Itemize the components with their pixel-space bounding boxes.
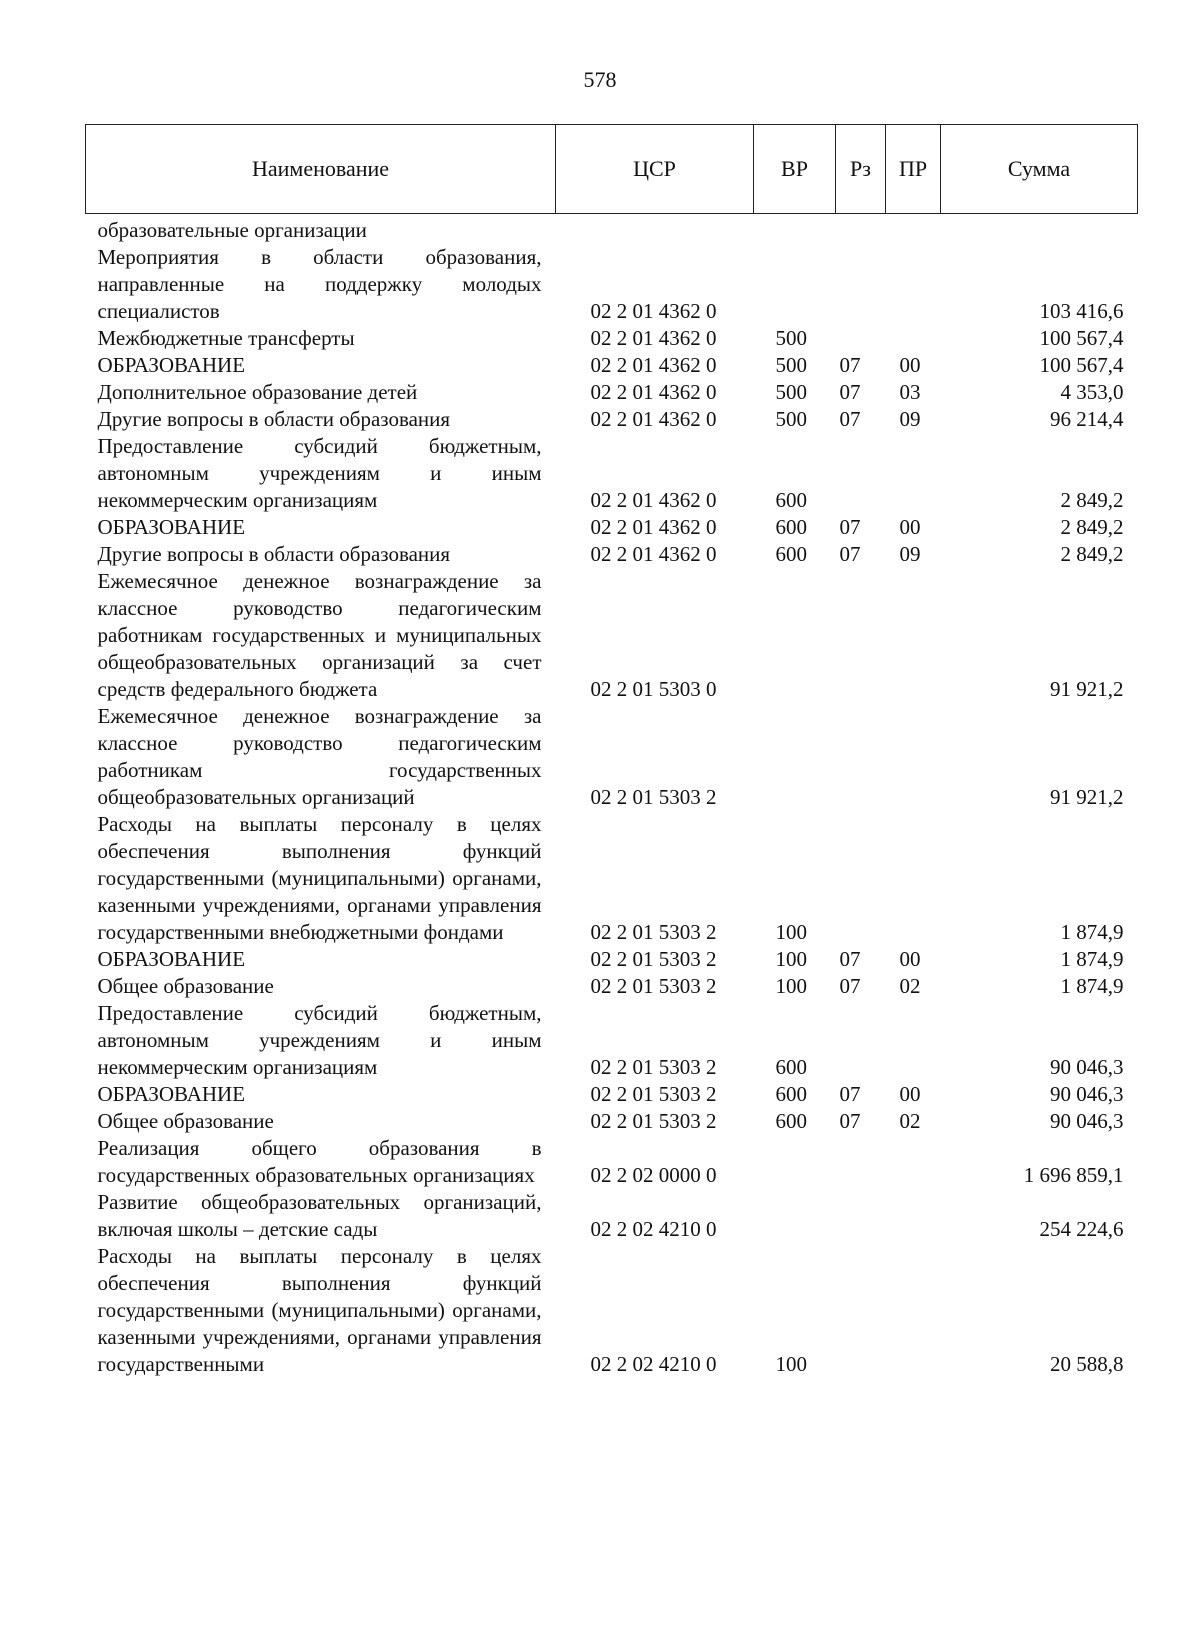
cell-rz: [836, 325, 886, 352]
cell-vr: [754, 703, 836, 811]
cell-vr: [754, 1135, 836, 1189]
cell-vr: 500: [775, 407, 807, 431]
cell-vr: 600: [775, 488, 807, 512]
cell-name: ОБРАЗОВАНИЕ: [97, 947, 246, 971]
cell-name: Развитие общеобразовательных организаций, включая школы – детские сады: [97, 1190, 542, 1241]
cell-vr: [754, 244, 836, 325]
table-row: [86, 433, 1138, 514]
cell-pr: 09: [899, 407, 921, 431]
cell-rz: [836, 1135, 886, 1189]
cell-vr: 100: [775, 920, 807, 944]
cell-sum: 1 874,9: [1060, 920, 1124, 944]
cell-pr: [886, 568, 941, 703]
cell-sum: 90 046,3: [1050, 1055, 1124, 1079]
table-row: [86, 1243, 1138, 1378]
cell-name: Дополнительное образование детей: [97, 380, 418, 404]
cell-vr: 500: [775, 326, 807, 350]
cell-sum: 1 874,9: [1060, 974, 1124, 998]
cell-pr: 03: [899, 380, 921, 404]
cell-vr: 600: [775, 515, 807, 539]
cell-name: Предоставление субсидий бюджетным, автономным учреждениям и иным некоммерческим организациям: [97, 1001, 542, 1079]
cell-sum: [941, 214, 1138, 245]
cell-rz: 07: [839, 380, 861, 404]
cell-vr: 600: [775, 542, 807, 566]
cell-vr: 100: [775, 947, 807, 971]
cell-csr: 02 2 01 4362 0: [590, 353, 717, 377]
cell-csr: 02 2 01 5303 2: [590, 1082, 717, 1106]
budget-table: [85, 124, 1138, 1378]
cell-name: Реализация общего образования в государственных образовательных организациях: [97, 1136, 542, 1187]
cell-name: ОБРАЗОВАНИЕ: [97, 1082, 246, 1106]
cell-name: Расходы на выплаты персоналу в целях обеспечения выполнения функций государственными (муниципальными) органами, казенными учреждениями, органами управления государственными: [97, 1244, 542, 1376]
cell-pr: [886, 703, 941, 811]
cell-name: Общее образование: [97, 974, 274, 998]
cell-csr: 02 2 01 5303 2: [590, 974, 717, 998]
cell-sum: 4 353,0: [1060, 380, 1124, 404]
cell-pr: [886, 244, 941, 325]
table-row: [86, 1000, 1138, 1081]
cell-pr: [886, 214, 941, 245]
cell-vr: [754, 568, 836, 703]
cell-sum: 100 567,4: [1039, 353, 1124, 377]
cell-sum: 2 849,2: [1060, 542, 1124, 566]
cell-name: Мероприятия в области образования, направленные на поддержку молодых специалистов: [97, 245, 542, 323]
table-row: [86, 568, 1138, 703]
cell-csr: 02 2 01 5303 2: [590, 920, 717, 944]
cell-vr: 500: [775, 353, 807, 377]
cell-pr: [886, 1135, 941, 1189]
cell-pr: 00: [899, 947, 921, 971]
cell-rz: 07: [839, 542, 861, 566]
cell-rz: [836, 811, 886, 946]
table-row: [86, 1135, 1138, 1189]
table-row: [86, 703, 1138, 811]
table-header: [86, 125, 1138, 214]
cell-name: ОБРАЗОВАНИЕ: [97, 515, 246, 539]
cell-rz: 07: [839, 947, 861, 971]
cell-sum: 96 214,4: [1050, 407, 1124, 431]
cell-pr: 02: [899, 974, 921, 998]
cell-vr: 600: [775, 1109, 807, 1133]
header-csr: ЦСР: [556, 125, 754, 214]
table-row: [86, 244, 1138, 325]
cell-rz: 07: [839, 515, 861, 539]
cell-pr: [886, 1243, 941, 1378]
cell-name: Расходы на выплаты персоналу в целях обеспечения выполнения функций государственными (муниципальными) органами, казенными учреждениями, органами управления государственными внебюджетными фондами: [97, 812, 542, 944]
table-body: [86, 214, 1138, 1379]
header-rz: Рз: [836, 125, 886, 214]
cell-vr: 100: [775, 974, 807, 998]
table-row: [86, 811, 1138, 946]
table-row: [86, 1189, 1138, 1243]
cell-name: Предоставление субсидий бюджетным, автономным учреждениям и иным некоммерческим организациям: [97, 434, 542, 512]
cell-name: образовательные организации: [97, 218, 367, 242]
cell-rz: [836, 1243, 886, 1378]
cell-sum: 90 046,3: [1050, 1109, 1124, 1133]
cell-sum: 1 696 859,1: [1023, 1163, 1124, 1187]
cell-pr: 00: [899, 1082, 921, 1106]
cell-csr: 02 2 02 0000 0: [590, 1163, 717, 1187]
cell-pr: [886, 811, 941, 946]
cell-rz: [836, 568, 886, 703]
cell-sum: 90 046,3: [1050, 1082, 1124, 1106]
cell-csr: 02 2 02 4210 0: [590, 1352, 717, 1376]
cell-sum: 20 588,8: [1050, 1352, 1124, 1376]
cell-pr: 00: [899, 353, 921, 377]
table-row: [86, 541, 1138, 568]
cell-csr: 02 2 01 4362 0: [590, 407, 717, 431]
cell-csr: 02 2 01 4362 0: [590, 299, 717, 323]
table-row: [86, 1081, 1138, 1108]
cell-csr: 02 2 01 5303 0: [590, 677, 717, 701]
header-pr: ПР: [886, 125, 941, 214]
cell-csr: 02 2 01 5303 2: [590, 1109, 717, 1133]
table-row: [86, 214, 1138, 245]
cell-rz: [836, 1000, 886, 1081]
table-row: [86, 1108, 1138, 1135]
table-row: [86, 379, 1138, 406]
cell-rz: [836, 703, 886, 811]
cell-csr: 02 2 01 4362 0: [590, 380, 717, 404]
cell-vr: 600: [775, 1055, 807, 1079]
cell-pr: [886, 1000, 941, 1081]
cell-csr: [556, 214, 754, 245]
cell-csr: 02 2 02 4210 0: [590, 1217, 717, 1241]
header-name: Наименование: [86, 125, 556, 214]
cell-rz: [836, 433, 886, 514]
cell-vr: [754, 214, 836, 245]
cell-csr: 02 2 01 4362 0: [590, 542, 717, 566]
cell-sum: 1 874,9: [1060, 947, 1124, 971]
cell-sum: 91 921,2: [1050, 677, 1124, 701]
cell-vr: [754, 1189, 836, 1243]
cell-name: Другие вопросы в области образования: [97, 407, 451, 431]
cell-vr: 100: [775, 1352, 807, 1376]
cell-pr: 09: [899, 542, 921, 566]
cell-rz: 07: [839, 1082, 861, 1106]
cell-name: Общее образование: [97, 1109, 274, 1133]
cell-csr: 02 2 01 5303 2: [590, 785, 717, 809]
cell-vr: 600: [775, 1082, 807, 1106]
cell-sum: 103 416,6: [1039, 299, 1124, 323]
cell-rz: 07: [839, 1109, 861, 1133]
cell-pr: 02: [899, 1109, 921, 1133]
cell-sum: 100 567,4: [1039, 326, 1124, 350]
page-number: 578: [583, 67, 617, 92]
cell-rz: 07: [839, 407, 861, 431]
cell-name: ОБРАЗОВАНИЕ: [97, 353, 246, 377]
table-row: [86, 946, 1138, 973]
cell-csr: 02 2 01 5303 2: [590, 1055, 717, 1079]
table-row: [86, 406, 1138, 433]
cell-pr: 00: [899, 515, 921, 539]
cell-sum: 254 224,6: [1039, 1217, 1124, 1241]
cell-vr: 500: [775, 380, 807, 404]
cell-rz: [836, 214, 886, 245]
cell-sum: 91 921,2: [1050, 785, 1124, 809]
cell-csr: 02 2 01 4362 0: [590, 515, 717, 539]
cell-sum: 2 849,2: [1060, 515, 1124, 539]
cell-sum: 2 849,2: [1060, 488, 1124, 512]
cell-rz: [836, 1189, 886, 1243]
cell-rz: [836, 244, 886, 325]
cell-name: Другие вопросы в области образования: [97, 542, 451, 566]
cell-csr: 02 2 01 4362 0: [590, 488, 717, 512]
cell-rz: 07: [839, 353, 861, 377]
header-vr: ВР: [754, 125, 836, 214]
cell-pr: [886, 433, 941, 514]
table-row: [86, 973, 1138, 1000]
cell-csr: 02 2 01 5303 2: [590, 947, 717, 971]
header-sum: Сумма: [941, 125, 1138, 214]
cell-name: Ежемесячное денежное вознаграждение за классное руководство педагогическим работникам государственных и муниципальных общеобразовательных организаций за счет средств федерального бюджета: [97, 569, 542, 701]
cell-pr: [886, 325, 941, 352]
cell-csr: 02 2 01 4362 0: [590, 326, 717, 350]
cell-name: Межбюджетные трансферты: [97, 326, 355, 350]
table-row: [86, 514, 1138, 541]
table-row: [86, 325, 1138, 352]
cell-name: Ежемесячное денежное вознаграждение за классное руководство педагогическим работникам государственных общеобразовательных организаций: [97, 704, 542, 809]
cell-rz: 07: [839, 974, 861, 998]
cell-pr: [886, 1189, 941, 1243]
table-row: [86, 352, 1138, 379]
